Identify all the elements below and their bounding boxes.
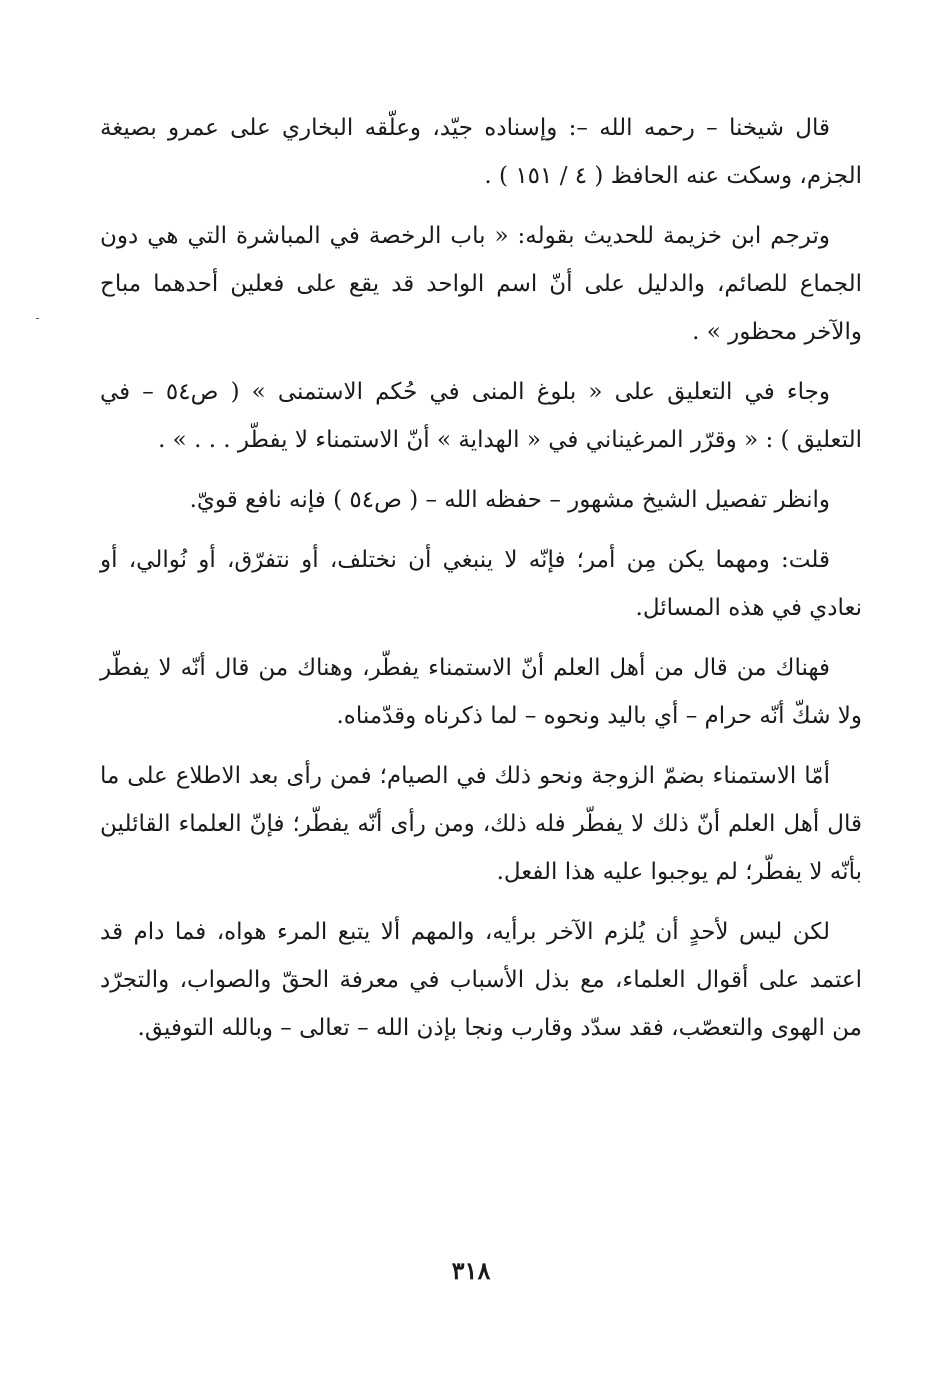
paragraph: لكن ليس لأحدٍ أن يُلزم الآخر برأيه، والمهم ألا يتبع المرء هواه، فما دام قد اعتمد على أقوال العلماء، مع بذل الأسباب في معرفة الحقّ والصواب، والتجرّد من الهوى والتعصّب، فقد سدّد وقارب ونجا بإذن الله – تعالى – وبالله التوفيق. [100, 919, 862, 1041]
paragraph: قلت: ومهما يكن مِن أمر؛ فإنّه لا ينبغي أن نختلف، أو نتفرّق، أو نُوالي، أو نعادي في هذه المسائل. [100, 547, 862, 621]
paragraph: فهناك من قال من أهل العلم أنّ الاستمناء يفطّر، وهناك من قال أنّه لا يفطّر ولا شكّ أنّه حرام – أي باليد ونحوه – لما ذكرناه وقدّمناه. [100, 655, 862, 729]
paragraph: وترجم ابن خزيمة للحديث بقوله: « باب الرخصة في المباشرة التي هي دون الجماع للصائم، والدليل على أنّ اسم الواحد قد يقع على فعلين أحدهما مباح والآخر محظور » . [100, 223, 862, 345]
paragraph: أمّا الاستمناء بضمّ الزوجة ونحو ذلك في الصيام؛ فمن رأى بعد الاطلاع على ما قال أهل العلم أنّ ذلك لا يفطّر فله ذلك، ومن رأى أنّه يفطّر؛ فإنّ العلماء القائلين بأنّه لا يفطّر؛ لم يوجبوا عليه هذا الفعل. [100, 763, 862, 885]
page-number: ٣١٨ [451, 1256, 491, 1285]
body-text [100, 104, 862, 1064]
paragraph: وانظر تفصيل الشيخ مشهور – حفظه الله – ( ص٥٤ ) فإنه نافع قويّ. [189, 487, 830, 513]
paragraph: قال شيخنا – رحمه الله –: وإسناده جيّد، وعلّقه البخاري على عمرو بصيغة الجزم، وسكت عنه الحافظ ( ٤ / ١٥١ ) . [100, 115, 862, 189]
paragraph: وجاء في التعليق على « بلوغ المنى في حُكم الاستمنى » ( ص٥٤ – في التعليق ) : « وقرّر المرغيناني في « الهداية » أنّ الاستمناء لا يفطّر . . . » . [100, 379, 862, 453]
margin-mark [36, 318, 39, 319]
